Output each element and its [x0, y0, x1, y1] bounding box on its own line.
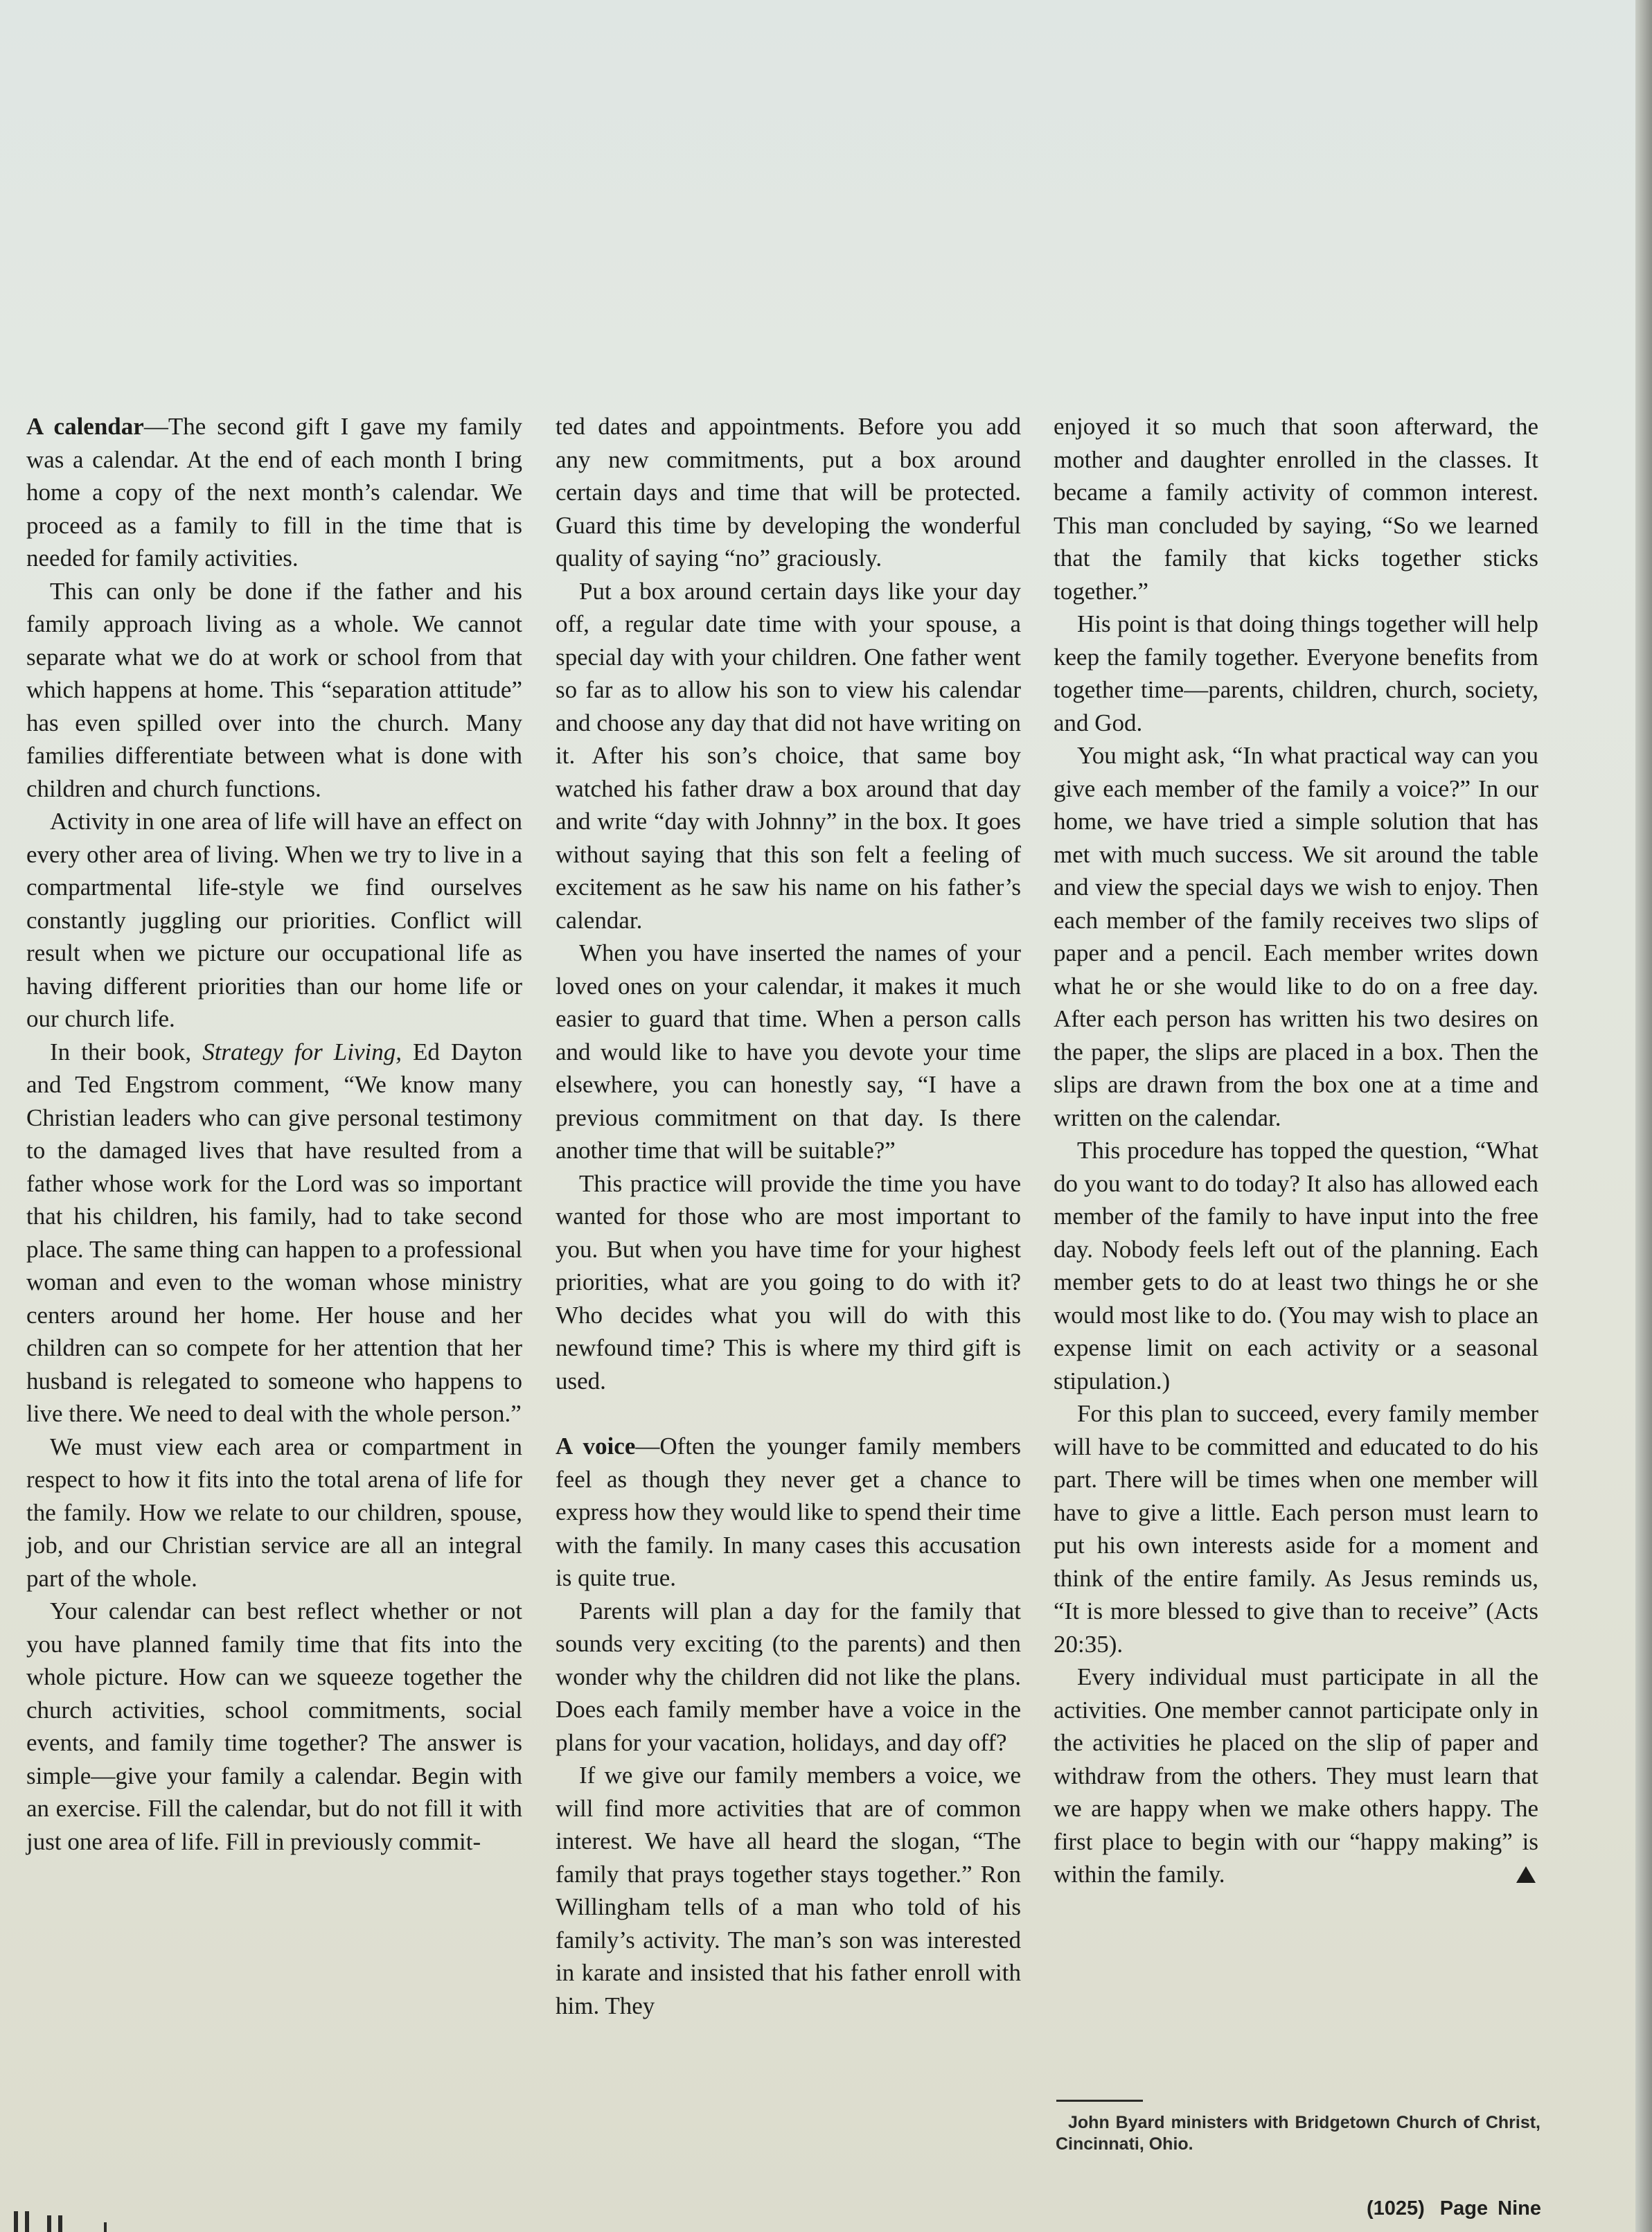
paragraph: ted dates and appointments. Before you add any new commitments, put a box around certain days and time that will be protected. Guard this time by developing the wonderful quality of saying “no” graciously. [556, 413, 1021, 572]
section-lead-calendar: A calendar [26, 413, 144, 440]
paragraph: For this plan to succeed, every family member will have to be committed and educated to do his part. There will be times when one member will have to give a little. Each person must learn to put his own interests aside for a moment and think of the entire family. As Jesus reminds us, “It is more blessed to give than to receive” (Acts 20:35). [1054, 1400, 1538, 1658]
paragraph: Activity in one area of life will have an effect on every other area of living. When we try to live in a compartmental life-style we find ourselves constantly juggling our priorities. Conflict will result when we picture our occupational life as having different priorities than our home life or our church life. [26, 808, 522, 1032]
author-bio: John Byard ministers with Bridgetown Church of Christ, Cincinnati, Ohio. [1056, 2113, 1540, 2154]
binding-marks [14, 2210, 125, 2232]
end-of-article-triangle-icon [1516, 1866, 1536, 1883]
page-edge-shadow [1635, 0, 1652, 2232]
paragraph: If we give our family members a voice, we will find more activities that are of common interest. We have all heard the slogan, “The family that prays together stays together.” Ron Willingham tells of a man who told of his family’s activity. The man’s son was interested in karate and insisted that his father enroll with him. They [556, 1762, 1021, 2019]
paragraph: His point is that doing things together will help keep the family together. Everyone benefits from together time—parents, children, church, society, and God. [1054, 610, 1538, 736]
page-label: Page Nine [1439, 2197, 1541, 2220]
paragraph: In their book, Strategy for Living, Ed Dayton and Ted Engstrom comment, “We know many Christian leaders who can give personal testimony to the damaged lives that have resulted from a father whose work for the Lord was so important that his children, his family, had to take second place. The same thing can happen to a professional woman and even to the woman whose ministry centers around her home. Her house and her children can so compete for her attention that her husband is relegated to someone who happens to live there. We need to deal with the whole person.” [26, 1038, 522, 1427]
paragraph: Your calendar can best reflect whether or not you have planned family time that fits into the whole picture. How can we squeeze together the church activities, school commitments, social events, and family time together? The answer is simple—give your family a calendar. Begin with an exercise. Fill the calendar, but do not fill it with just one area of life. Fill in previously commit- [26, 1597, 522, 1855]
paragraph: Parents will plan a day for the family that sounds very exciting (to the parents) and then wonder why the children did not like the plans. Does each family member have a voice in the plans for your vacation, holidays, and day off? [556, 1597, 1021, 1756]
paragraph: enjoyed it so much that soon afterward, the mother and daughter enrolled in the classes. It became a family activity of common interest. This man concluded by saying, “So we learned that the family that kicks together sticks together.” [1054, 413, 1538, 605]
page-code: (1025) [1366, 2197, 1425, 2220]
section-lead-voice: A voice [556, 1433, 636, 1460]
article-column-2 [556, 410, 1021, 2022]
paragraph: This procedure has topped the question, “What do you want to do today? It also has allowed each member of the family to have input into the free day. Nobody feels left out of the planning. Each member gets to do at least two things he or she would most like to do. (You may wish to place an expense limit on each activity or a seasonal stipulation.) [1054, 1137, 1538, 1394]
article-column-1 [26, 410, 522, 1858]
paragraph: This can only be done if the father and his family approach living as a whole. We cannot separate what we do at work or school from that which happens at home. This “separation attitude” has even spilled over into the church. Many families differentiate between what is done with children and church functions. [26, 577, 522, 802]
paragraph: A voice—Often the younger family members feel as though they never get a chance to express how they would like to spend their time with the family. In many cases this accusation is quite true. [556, 1433, 1022, 1591]
article-column-3 [1054, 410, 1538, 1891]
paragraph: A calendar—The second gift I gave my family was a calendar. At the end of each month I bring home a copy of the next month’s calendar. We proceed as a family to fill in the time that is needed for family activities. [26, 413, 522, 572]
paragraph: We must view each area or compartment in respect to how it fits into the total arena of life for the family. How we relate to our children, spouse, job, and our Christian service are all an integral part of the whole. [26, 1433, 522, 1592]
page-folio [1367, 2197, 1541, 2220]
paragraph: You might ask, “In what practical way can you give each member of the family a voice?” In our home, we have tried a simple solution that has met with much success. We sit around the table and view the special days we wish to enjoy. Then each member of the family receives two slips of paper and a pencil. Each member writes down what he or she would like to do on a free day. After each person has written his two desires on the paper, the slips are placed in a box. Then the slips are drawn from the box one at a time and written on the calendar. [1054, 742, 1538, 1131]
paragraph: This practice will provide the time you have wanted for those who are most important to you. But when you have time for your highest priorities, what are you going to do with it? Who decides what you will do with this newfound time? This is where my third gift is used. [556, 1169, 1021, 1394]
book-title: Strategy for Living, [202, 1038, 402, 1065]
paragraph: Put a box around certain days like your day off, a regular date time with your spouse, a special day with your children. One father went so far as to allow his son to view his calendar and choose any day that did not have writing on it. After his son’s choice, that same boy watched his father draw a box around that day and write “day with Johnny” in the box. It goes without saying that this son felt a feeling of excitement as he saw his name on his father’s calendar. [556, 577, 1021, 934]
paragraph: When you have inserted the names of your loved ones on your calendar, it makes it much easier to guard that time. When a person calls and would like to have you devote your time elsewhere, you can honestly say, “I have a previous commitment on that day. Is there another time that will be suitable?” [556, 939, 1021, 1164]
footnote-rule [1056, 2100, 1143, 2102]
paragraph: Every individual must participate in all the activities. One member cannot participate only in the activities he placed on the slip of paper and withdraw from the others. They must learn that we are happy when we make others happy. The first place to begin with our “happy making” is within the family. [1054, 1663, 1538, 1888]
